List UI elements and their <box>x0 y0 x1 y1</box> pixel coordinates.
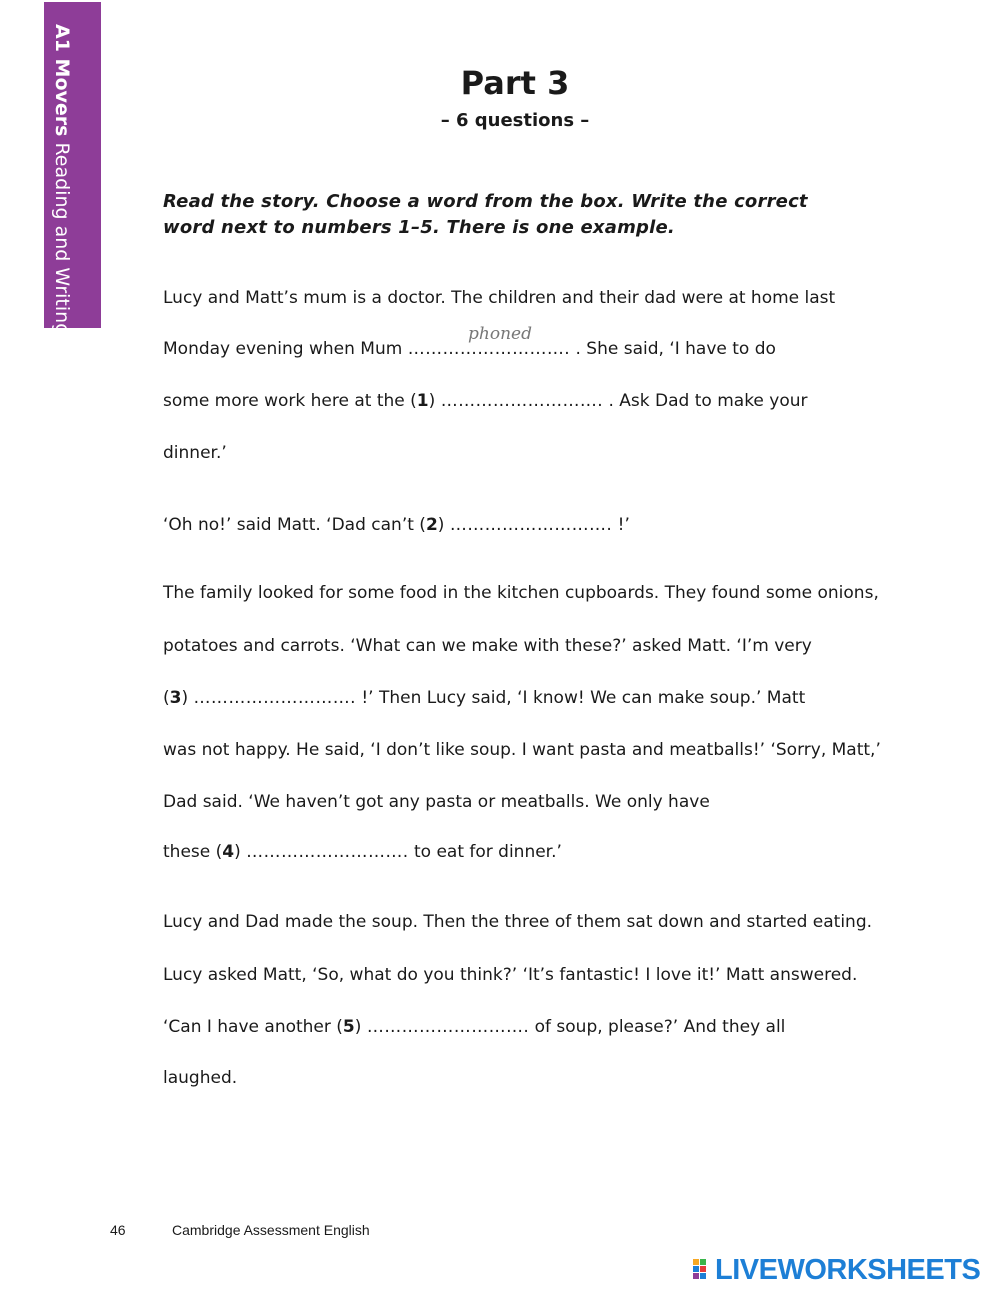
answer-blank-4[interactable]: ………………………. <box>246 842 409 862</box>
answer-blank-5[interactable]: ………………………. <box>366 1017 530 1037</box>
story-line: Dad said. ‘We haven’t got any pasta or meatballs. We only have <box>163 792 710 812</box>
answer-blank-2[interactable]: ………………………. <box>449 515 613 535</box>
story-line: (3) ………………………. !’ Then Lucy said, ‘I know! We can make soup.’ Matt <box>163 688 806 708</box>
answer-blank-3[interactable]: ………………………. <box>193 688 356 708</box>
story-line: potatoes and carrots. ‘What can we make with these?’ asked Matt. ‘I’m very <box>163 636 812 656</box>
story-line: The family looked for some food in the kitchen cupboards. They found some onions, <box>163 583 879 603</box>
liveworksheets-text: LIVEWORKSHEETS <box>715 1253 981 1286</box>
story-line: Lucy and Matt’s mum is a doctor. The children and their dad were at home last <box>163 288 836 308</box>
story-line: ‘Can I have another (5) ………………………. of soup, please?’ And they all <box>163 1017 786 1037</box>
liveworksheets-logo-icon <box>693 1259 713 1281</box>
story-line: was not happy. He said, ‘I don’t like soup. I want pasta and meatballs!’ ‘Sorry, Matt,’ <box>163 740 881 760</box>
page-title: Part 3 <box>460 64 570 102</box>
publisher-name: Cambridge Assessment English <box>172 1222 370 1238</box>
sidebar-level: A1 Movers <box>51 24 73 137</box>
story-line: Lucy asked Matt, ‘So, what do you think?’ ‘It’s fantastic! I love it!’ Matt answered. <box>163 965 858 985</box>
example-answer: phoned <box>468 324 532 344</box>
answer-blank-1[interactable]: ………………………. <box>440 391 604 411</box>
liveworksheets-watermark <box>693 1253 981 1286</box>
story-line: ‘Oh no!’ said Matt. ‘Dad can’t (2) ………………………. !’ <box>163 515 630 535</box>
story-line: some more work here at the (1) ………………………. . Ask Dad to make your <box>163 391 808 411</box>
story-line: these (4) ………………………. to eat for dinner.’ <box>163 842 562 862</box>
story-line: laughed. <box>163 1068 238 1088</box>
example-blank: ………………………. <box>407 339 571 359</box>
page-subtitle: – 6 questions – <box>440 110 590 131</box>
instructions: Read the story. Choose a word from the box. Write the correct word next to numbers 1–5. There is one example. <box>163 191 808 238</box>
page-number: 46 <box>110 1222 126 1238</box>
sidebar-section: Reading and Writing <box>51 142 73 336</box>
story-line: Monday evening when Mum ………………………. . She said, ‘I have to do <box>163 339 776 359</box>
story-line: Lucy and Dad made the soup. Then the three of them sat down and started eating. <box>163 912 873 932</box>
story-line: dinner.’ <box>163 443 227 463</box>
